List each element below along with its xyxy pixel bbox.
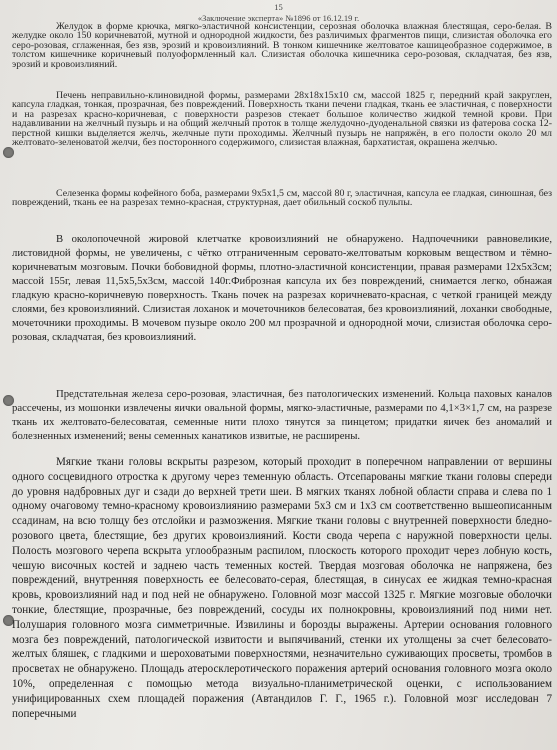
paragraph-kidneys-bladder: В околопочечной жировой клетчатке кровоизлияний не обнаружено. Надпочечники равновеликие, листовидной формы, не увеличены, с чётко отграниченным серовато-желтоватым корковым веществом и тёмно-коричневатым мозговым. Почки бобовидной формы, плотно-эластичной консистенции, правая размерами 12х5х3см; массой 155г, левая 11,5х5,5х3см, массой 140г.Фиброзная капсула их без повреждений, снимается легко, обнажая гладкую красно-коричневую поверхность. Ткань почек на разрезах коричневато-красная, с четкой границей между слоями, без кровоизлияний. Слизистая лоханок и мочеточников белесоватая, без кровоизлияний, лоханки свободные, мочеточники проходимы. В мочевом пузыре около 200 мл прозрачной и однородной мочи, слизистая оболочка серо-розовая, складчатая, без кровоизлияний. bbox=[12, 233, 552, 343]
binder-hole bbox=[3, 147, 14, 158]
paragraph-prostate-testes: Предстательная железа серо-розовая, эластичная, без патологических изменений. Кольца паховых каналов рассечены, из мошонки извлечены яички овальной формы, мягко-эластичные, размерами по 4,1×3×1,7 см, на разрезе ткань их желтовато-белесоватая, семенные нити плохо тянутся за пинцетом; придатки яичек без аномалий и болезненных изменений; вены семенных канатиков извитые, не расширены. bbox=[12, 388, 552, 442]
page-number: 15 bbox=[274, 2, 283, 12]
paragraph-head-brain: Мягкие ткани головы вскрыты разрезом, который проходит в поперечном направлении от вершины одного сосцевидного отростка к другому через теменную область. Отсепарованы мягкие ткани головы спереди до уровня надбровных дуг и сзади до верхней трети шеи. В мягких тканях лобной области справа и слева по 1 одному очаговому темно-красному кровоизлиянию размерами 5х3 см и 1х3 см соответственно вышеописанным ссадинам, на всю толщу без отслойки и размозжения. Мягкие ткани головы с внутренней поверхности бледно-розового цвета, блестящие, без других кровоизлияний. Кости свода черепа с наружной поверхности целы. Полость мозгового черепа вскрыта углообразным распилом, плоскость которого проходит через лобную кость, чешую височных костей и заднею часть теменных костей. Твердая мозговая оболочка не напряжена, без повреждений, внутренняя поверхность ее белесовато-серая, блестящая, в синусах ее жидкая темно-красная кровь, кровоизлияний над и под ней не обнаружено. Головной мозг массой 1325 г. Мягкие мозговые оболочки тонкие, блестящие, прозрачные, без повреждений, сосуды их полнокровны, кровоизлияний под ними нет. Полушария головного мозга симметричные. Извилины и борозды выражены. Артерии основания головного мозга без повреждений, патологической извитости и выпячиваний, стенки их утолщены за счет белесовато-желтых бляшек, с гладкими и шероховатыми поверхностями, незначительно суживающих просветы, тромбов в просветах не обнаружено. Площадь атеросклеротического поражения артерий основания головного мозга около 10%, определенная с помощью метода визуально-планиметрической оценки, с использованием унифицированных схем площадей поражения (Автандилов Г. Г., 1965 г.). Головной мозг исследован 7 поперечными bbox=[12, 456, 552, 720]
paragraph-spleen: Селезенка формы кофейного боба, размерами 9х5х1,5 см, массой 80 г, эластичная, капсула ее гладкая, синюшная, без повреждений, ткань ее на разрезах темно-красная, структурная, дает обильный соскоб пульпы. bbox=[12, 188, 552, 209]
paragraph-stomach-intestines: Желудок в форме крючка, мягко-эластичной консистенции, серозная оболочка влажная блестящая, серо-белая. В желудке около 150 коричневатой, мутной и однородной жидкости, без различимых фрагментов пищи, слизистая оболочка его серо-розовая, сглаженная, без язв, эрозий и кровоизлияний. В тонком кишечнике желтоватое кашицеобразное содержимое, в толстом кишечнике коричневый полуоформленный кал. Слизистая оболочка кишечника серо-розовая, складчатая, без язв, эрозий и кровоизлияний. bbox=[12, 21, 552, 70]
document-reference: «Заключение эксперта» №1896 от 16.12.19 г. bbox=[197, 13, 360, 23]
paragraph-liver-gallbladder: Печень неправильно-клиновидной формы, размерами 28х18х15х10 см, массой 1825 г, передний край закруглен, капсула гладкая, тонкая, прозрачная, без повреждений. Поверхность ткани печени гладкая, ткань ее эластичная, с поверхности и на разрезах красно-коричневая, с поверхности разрезов стекает большое количество жидкой темной крови. При надавливании на желчный пузырь и на общий желчный проток в толще желудочно-дуоденальной связки из фатерова соска 12-перстной кишки выделяется желчь, желчные пути проходимы. Желчный пузырь не напряжён, в его полости около 20 мл желтовато-зеленоватой желчи, без посторонного содержимого, слизистая влажная, бархатистая, окрашена желчью. bbox=[12, 90, 552, 149]
page-header bbox=[0, 2, 557, 23]
